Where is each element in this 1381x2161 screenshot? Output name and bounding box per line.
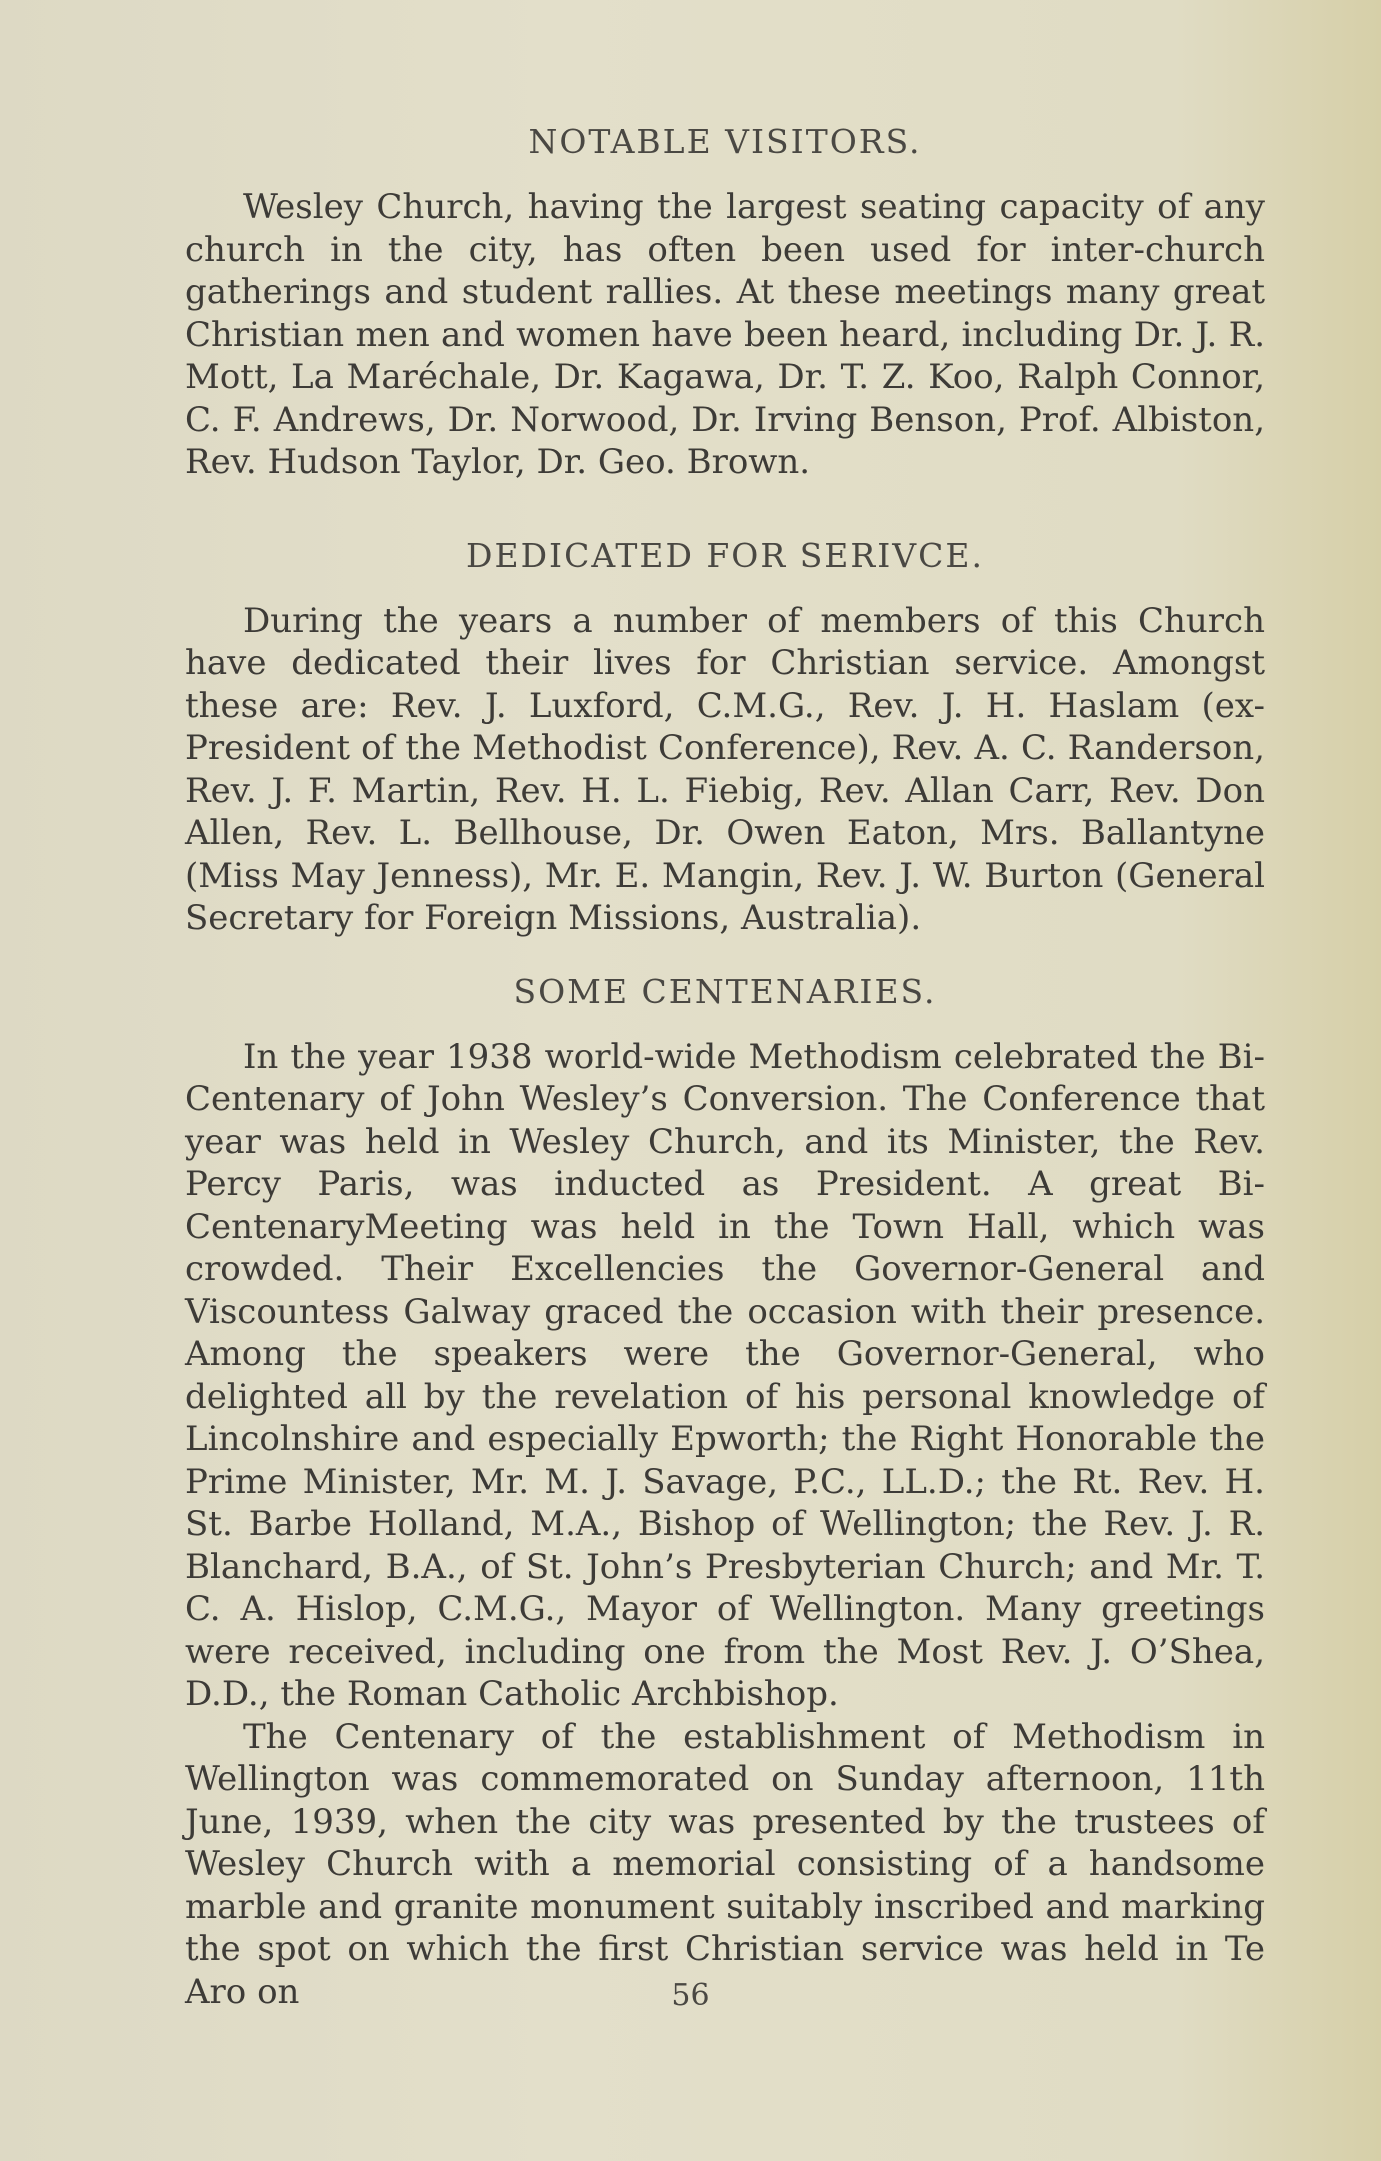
page-number: 56 (671, 1978, 710, 2013)
section-heading: NOTABLE VISITORS. (528, 122, 922, 161)
section-heading: SOME CENTENARIES. (513, 971, 937, 1011)
section-some-centenaries (185, 968, 1265, 2014)
section-heading: DEDICATED FOR SERIVCE. (466, 535, 984, 575)
page-content (185, 118, 1265, 2013)
section-notable-visitors (185, 118, 1265, 484)
paragraph: Wesley Church, having the largest seating capacity of any church in the city, has often been used for inter-church gatherings and student rallies. At these meetings many great Christian men and women have been heard, including Dr. J. R. Mott, La Maréchale, Dr. Kagawa, Dr. T. Z. Koo, Ralph Connor, C. F. Andrews, Dr. Norwood, Dr. Irving Benson, Prof. Albiston, Rev. Hudson Taylor, Dr. Geo. Brown. (185, 187, 1265, 482)
paragraph: In the year 1938 world-wide Methodism celebrated the Bi-Centenary of John Wesley’s Conversion. The Conference that year was held in Wesley Church, and its Minister, the Rev. Percy Paris, was inducted as President. A great Bi-CentenaryMeeting was held in the Town Hall, which was crowded. Their Excellencies the Governor-General and Viscountess Galway graced the occasion with their presence. Among the speakers were the Governor-General, who delighted all by the revelation of his personal knowledge of Lincolnshire and especially Epworth; the Right Honorable the Prime Minister, Mr. M. J. Savage, P.C., LL.D.; the Rt. Rev. H. St. Barbe Holland, M.A., Bishop of Wellington; the Rev. J. R. Blanchard, B.A., of St. John’s Presbyterian Church; and Mr. T. C. A. Hislop, C.M.G., Mayor of Wellington. Many greetings were received, including one from the Most Rev. J. O’Shea, D.D., the Roman Catholic Archbishop. (185, 1036, 1265, 1714)
paragraph: During the years a number of members of this Church have dedicated their lives for Christian service. Amongst these are: Rev. J. Luxford, C.M.G., Rev. J. H. Haslam (ex-President of the Methodist Conference), Rev. A. C. Randerson, Rev. J. F. Martin, Rev. H. L. Fiebig, Rev. Allan Carr, Rev. Don Allen, Rev. L. Bellhouse, Dr. Owen Eaton, Mrs. Ballantyne (Miss May Jenness), Mr. E. Mangin, Rev. J. W. Burton (General Secretary for Foreign Missions, Australia). (185, 600, 1265, 938)
paragraph: The Centenary of the establishment of Methodism in Wellington was commemorated on Sunday afternoon, 11th June, 1939, when the city was presented by the trustees of Wesley Church with a memorial consisting of a handsome marble and granite monument suitably inscribed and marking the spot on which the first Christian service was held in Te Aro on (185, 1716, 1265, 2012)
section-dedicated-for-service (185, 532, 1265, 940)
